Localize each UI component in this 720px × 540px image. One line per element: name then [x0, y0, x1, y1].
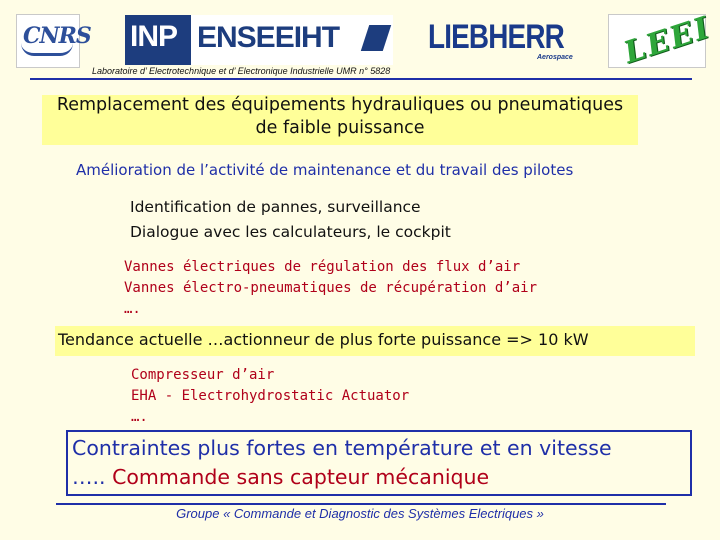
- liebherr-logo-text: LIEBHERR: [428, 18, 564, 56]
- level3-item: Vannes électro-pneumatiques de récupération d’air: [124, 280, 538, 296]
- improvement-heading: Amélioration de l’activité de maintenance et du travail des pilotes: [76, 161, 574, 179]
- leei-logo: [608, 10, 716, 71]
- level3-item: Vannes électriques de régulation des flux d’air: [124, 259, 521, 275]
- level3b-item: ….: [131, 409, 148, 425]
- level3-item: ….: [124, 301, 141, 317]
- constraint-line2-prefix: …..: [72, 465, 113, 489]
- level2-item: Dialogue avec les calculateurs, le cockpit: [130, 223, 451, 241]
- trend-text: Tendance actuelle …actionneur de plus forte puissance => 10 kW: [58, 330, 589, 349]
- liebherr-logo-subtext: Aerospace: [537, 54, 573, 61]
- footer-text: Groupe « Commande et Diagnostic des Systèmes Electriques »: [176, 506, 544, 521]
- inp-logo-box: [125, 15, 191, 65]
- inp-enseeiht-logo: [125, 15, 393, 65]
- cnrs-logo-text: CNRS: [23, 23, 91, 49]
- constraint-box: [66, 430, 692, 496]
- level3b-item: Compresseur d’air: [131, 367, 275, 383]
- constraint-line1: Contraintes plus fortes en température et en vitesse: [72, 436, 612, 460]
- cnrs-swoosh: [21, 43, 73, 56]
- constraint-line2-highlight: Commande sans capteur mécanique: [112, 465, 490, 489]
- trend-box: [55, 326, 695, 356]
- top-divider: [30, 78, 692, 80]
- lab-name: Laboratoire d’ Electrotechnique et d’ Electronique Industrielle UMR n° 5828: [92, 66, 391, 76]
- title-box: [42, 95, 638, 145]
- cnrs-logo: [16, 14, 91, 68]
- liebherr-logo: [425, 18, 597, 64]
- enseeiht-mark-icon: [361, 25, 391, 51]
- level2-item: Identification de pannes, surveillance: [130, 198, 421, 216]
- constraint-line2: [72, 465, 489, 489]
- enseeiht-logo-text: ENSEEIHT: [197, 21, 340, 54]
- slide-title-line1: Remplacement des équipements hydrauliques ou pneumatiques: [56, 95, 624, 115]
- slide-title-line2: de faible puissance: [255, 118, 425, 138]
- bottom-divider: [56, 503, 666, 505]
- inp-logo-text: INP: [130, 20, 178, 53]
- leei-logo-text: LEEI: [619, 10, 716, 71]
- level3b-item: EHA - Electrohydrostatic Actuator: [131, 388, 410, 404]
